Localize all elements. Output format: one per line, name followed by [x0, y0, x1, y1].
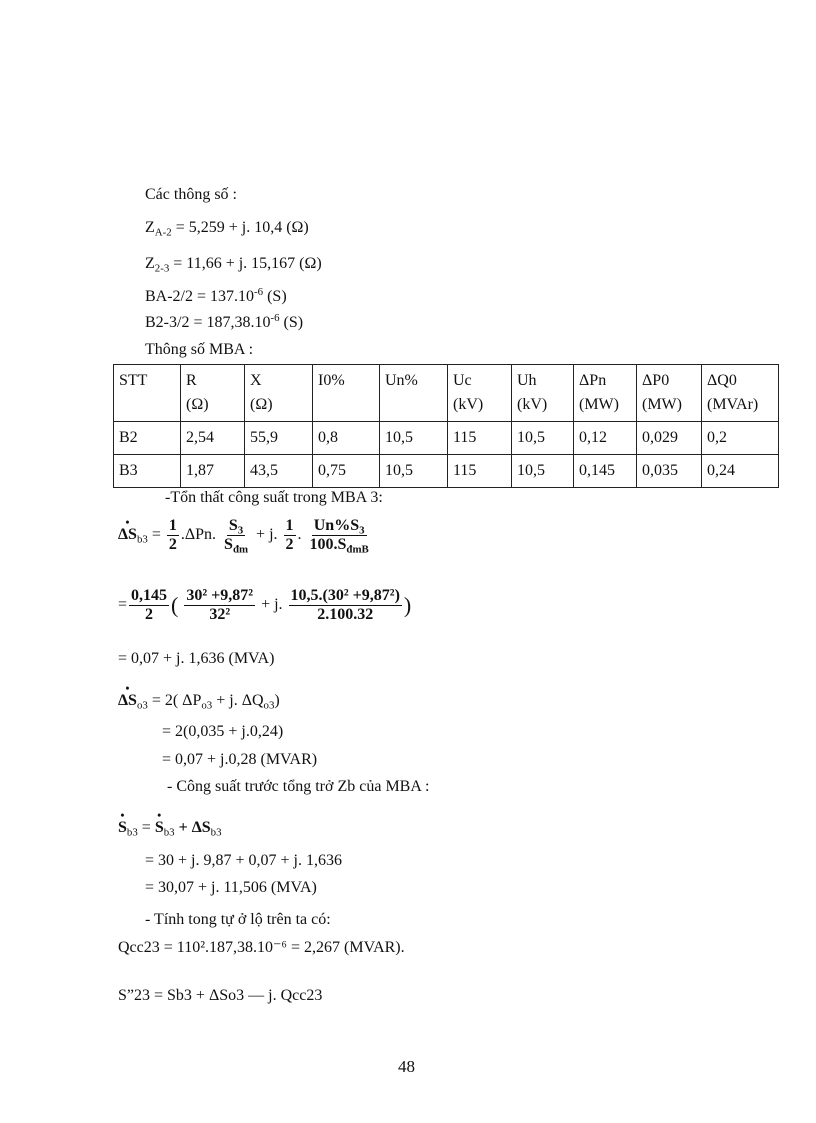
table-cell: B2 — [114, 422, 181, 455]
delta-s-symbol: • ΔS — [118, 527, 137, 543]
formula-noload-loss: • $\Delta S_{o3} = 2$( $\Delta P_{o3} + j$. $\Delta Q_{o3}$) — [118, 693, 280, 709]
table-cell: 10,5 — [512, 422, 574, 455]
th-uc: Uc (kV) — [448, 365, 512, 422]
th-dp0: ΔP0 (MW) — [637, 365, 702, 422]
b-a2-lhs: BA-2/2 = 137.10 — [145, 288, 255, 305]
formula-substitution: = $\frac{0,145}{2}$ ( $\frac{\text{30² +9,87²}}{\text{32²}}$ + j. $\frac{\text{10,5.(30² +9,87²)}}{2.100.32}$ ) — [118, 587, 412, 623]
table-cell: 0,2 — [702, 422, 779, 455]
th-uh: Uh (kV) — [512, 365, 574, 422]
th-x: X (Ω) — [245, 365, 313, 422]
table-cell: 55,9 — [245, 422, 313, 455]
mba-table — [113, 364, 779, 488]
table-cell: 1,87 — [181, 455, 245, 488]
b-23-unit: (S) — [279, 314, 304, 331]
th-un: Un% — [380, 365, 448, 422]
table-cell: 2,54 — [181, 422, 245, 455]
th-r: R (Ω) — [181, 365, 245, 422]
z-a2-close: ) — [303, 219, 309, 236]
th-dq0: ΔQ0 (MVAr) — [702, 365, 779, 422]
section-power-before-zb: - Công suất trước tổng trở Zb của MBA : — [167, 778, 430, 795]
ohm-unit: Ω — [304, 255, 317, 272]
impedance-a2 — [145, 219, 309, 239]
z-a2-sub: A-2 — [154, 226, 172, 239]
b-23-exp: -6 — [270, 312, 280, 325]
table-cell: 0,75 — [313, 455, 380, 488]
b-23-lhs: B2-3/2 = 187,38.10 — [145, 314, 271, 331]
sb3-step: = 30 + j. 9,87 + 0,07 + j. 1,636 — [145, 852, 342, 869]
table-cell: 10,5 — [380, 422, 448, 455]
z-23-sub: 2-3 — [154, 262, 170, 275]
table-cell: 0,24 — [702, 455, 779, 488]
impedance-23 — [145, 255, 322, 275]
formula-loss-b3: • $\Delta S_{b3}$ = $\frac{1}{2}$ .ΔPn. $\frac{S_3}{S_{đm}}$ + j. $\frac{1}{2}$ . $\frac{Un\%S_3}{100.S_{đmB}}$ — [118, 518, 373, 553]
table-cell: 10,5 — [512, 455, 574, 488]
noload-result: = 0,07 + j.0,28 (MVAR) — [162, 751, 318, 768]
table-row — [114, 422, 779, 455]
table-row — [114, 455, 779, 488]
noload-step: = 2(0,035 + j.0,24) — [162, 723, 284, 740]
th-dpn: ΔPn (MW) — [574, 365, 637, 422]
susceptance-23 — [145, 312, 304, 331]
ohm-unit: Ω — [291, 219, 304, 236]
qcc23-formula: Qcc23 = 110².187,38.10⁻⁶ = 2,267 (MVAR). — [118, 939, 405, 956]
table-cell: B3 — [114, 455, 181, 488]
params-heading: Các thông số : — [145, 186, 237, 203]
z-23-close: ) — [316, 255, 322, 272]
section-transformer-loss: -Tổn thất công suất trong MBA 3: — [165, 489, 383, 506]
mba-heading: Thông số MBA : — [145, 341, 254, 358]
z-a2-expr: = 5,259 + j. 10,4 ( — [171, 219, 292, 236]
sb3-result: = 30,07 + j. 11,506 (MVA) — [145, 879, 317, 896]
z-23-sym: Z — [145, 255, 155, 272]
z-a2-sym: Z — [145, 219, 155, 236]
th-i0: I0% — [313, 365, 380, 422]
z-23-expr: = 11,66 + j. 15,167 ( — [169, 255, 305, 272]
s23-formula: S”23 = Sb3 + ΔSo3 — j. Qcc23 — [118, 987, 323, 1004]
susceptance-a2 — [145, 286, 287, 305]
fraction-s3-sdm: $\frac{S_3}{S_{đm}}$ — [224, 517, 249, 556]
table-cell: 0,035 — [637, 455, 702, 488]
b-a2-exp: -6 — [254, 286, 264, 299]
table-cell: 43,5 — [245, 455, 313, 488]
table-cell: 0,12 — [574, 422, 637, 455]
th-stt: STT — [114, 365, 181, 422]
section-similar: - Tính tong tự ở lộ trên ta có: — [145, 911, 331, 928]
table-cell: 10,5 — [380, 455, 448, 488]
table-cell: 0,029 — [637, 422, 702, 455]
table-cell: 115 — [448, 455, 512, 488]
table-cell: 0,145 — [574, 455, 637, 488]
fraction-q-ratio: $\frac{\text{10,5.(30² +9,87²)}}{2.100.32}$ — [290, 587, 400, 623]
fraction-un-s3: $\frac{Un\%S_3}{100.S_{đmB}}$ — [309, 517, 369, 556]
table-header-row — [114, 365, 779, 422]
page-number: 48 — [398, 1057, 415, 1076]
fraction-p-ratio: $\frac{\text{30² +9,87²}}{\text{32²}}$ — [186, 587, 254, 623]
b-a2-unit: (S) — [263, 288, 287, 305]
table-cell: 0,8 — [313, 422, 380, 455]
table-cell: 115 — [448, 422, 512, 455]
formula-sb3: • $S_{b3}$ = • $S_{b3} + \Delta S_{b3}$ — [118, 820, 222, 836]
result-loss-b3: = 0,07 + j. 1,636 (MVA) — [118, 650, 275, 667]
